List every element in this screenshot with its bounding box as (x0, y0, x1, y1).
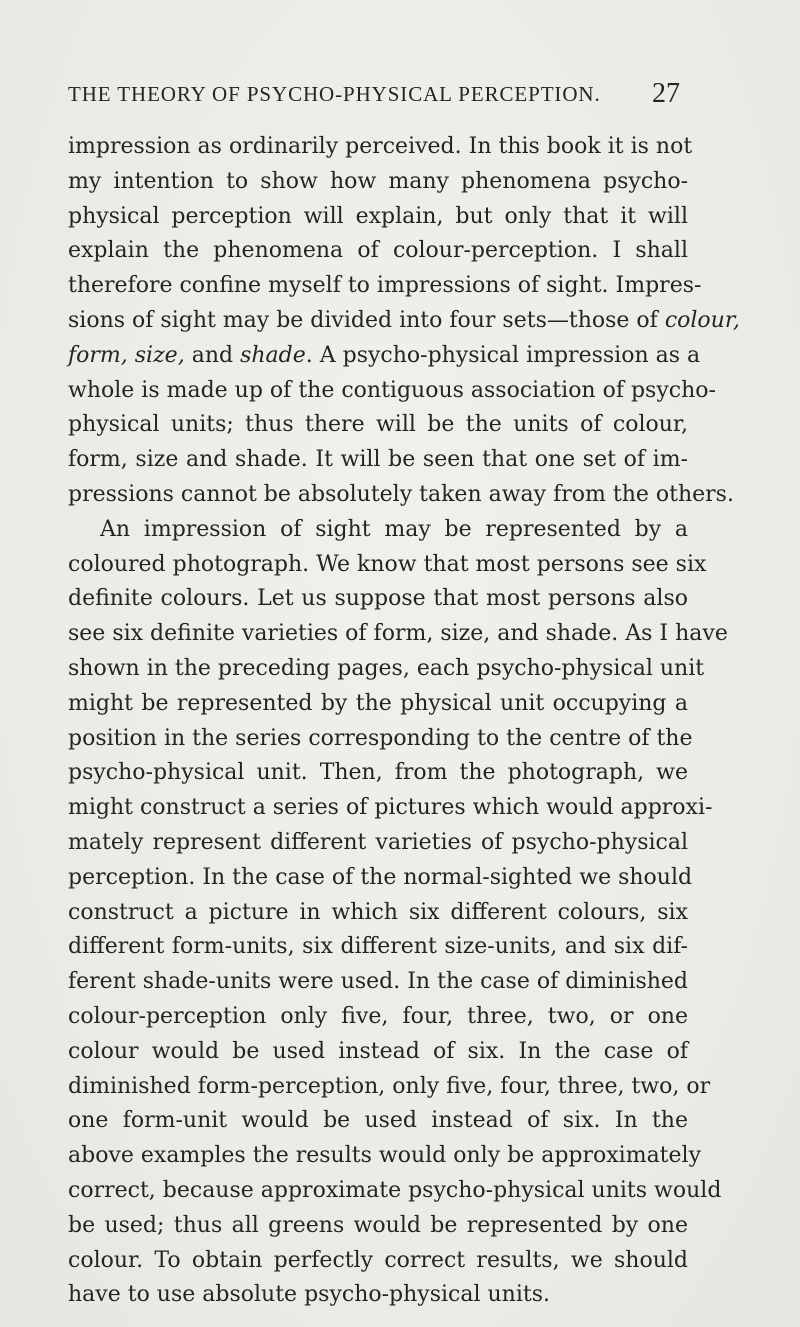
body-paragraphs (68, 130, 740, 1313)
text-line: see six definite varieties of form, size, and shade. As I have (68, 621, 728, 647)
italic-term-shade: shade (240, 342, 306, 368)
text-line: might be represented by the physical unit occupying a (68, 690, 688, 716)
text-line (68, 339, 701, 374)
text-line: psycho-physical unit. Then, from the photograph, we (68, 760, 688, 786)
text-line: correct, because approximate psycho-physical units would (68, 1177, 722, 1203)
text-line: ferent shade-units were used. In the case of diminished (68, 969, 689, 995)
text-line: different form-units, six different size-units, and six dif- (68, 934, 688, 960)
text-line: form, size and shade. It will be seen that one set of im- (68, 447, 688, 473)
text-line: mately represent different varieties of psycho-physical (68, 829, 688, 855)
text-line: physical units; thus there will be the units of colour, (68, 412, 688, 438)
running-header (68, 78, 680, 116)
text-line: pressions cannot be absolutely taken away from the others. (68, 481, 734, 507)
text-line: explain the phenomena of colour-perception. I shall (68, 238, 688, 264)
text-line: colour-perception only five, four, three, two, or one (68, 1003, 688, 1029)
text-line (68, 304, 740, 339)
text-line: coloured photograph. We know that most persons see six (68, 551, 707, 577)
italic-term-form: form, (68, 342, 128, 368)
italic-term-size: size, (134, 342, 185, 368)
text-line: might construct a series of pictures which would approxi- (68, 795, 713, 821)
text-line: colour would be used instead of six. In the case of (68, 1038, 688, 1064)
text-line: physical perception will explain, but only that it will (68, 203, 688, 229)
text-line-start: sions of sight may be divided into four sets—those of (68, 307, 658, 333)
text-line-rest: . A psycho-physical impression as a (305, 342, 701, 368)
text-line: colour. To obtain perfectly correct results, we should (68, 1247, 688, 1273)
text-line: impression as ordinarily perceived. In this book it is not (68, 134, 693, 159)
text-line: therefore confine myself to impressions of sight. Impres- (68, 273, 702, 299)
text-line: one form-unit would be used instead of six. In the (68, 1108, 688, 1134)
text-line: my intention to show how many phenomena psycho- (68, 168, 688, 194)
text-line: above examples the results would only be approximately (68, 1143, 702, 1169)
text-line-and: and (191, 342, 234, 368)
text-line: perception. In the case of the normal-sighted we should (68, 864, 693, 890)
text-line: shown in the preceding pages, each psycho-physical unit (68, 655, 705, 681)
running-title: THE THEORY OF PSYCHO-PHYSICAL PERCEPTION. (68, 82, 601, 106)
text-line: be used; thus all greens would be represented by one (68, 1212, 688, 1238)
text-line: whole is made up of the contiguous association of psycho- (68, 377, 716, 403)
italic-term-colour: colour, (664, 307, 740, 333)
text-line: definite colours. Let us suppose that most persons also (68, 586, 688, 612)
text-line: diminished form-perception, only five, four, three, two, or (68, 1073, 711, 1099)
text-line: position in the series corresponding to the centre of the (68, 725, 693, 751)
text-line: construct a picture in which six different colours, six (68, 899, 688, 925)
text-line: have to use absolute psycho-physical units. (68, 1282, 551, 1308)
text-line: An impression of sight may be represented by a (100, 516, 688, 542)
page-number: 27 (652, 78, 680, 109)
